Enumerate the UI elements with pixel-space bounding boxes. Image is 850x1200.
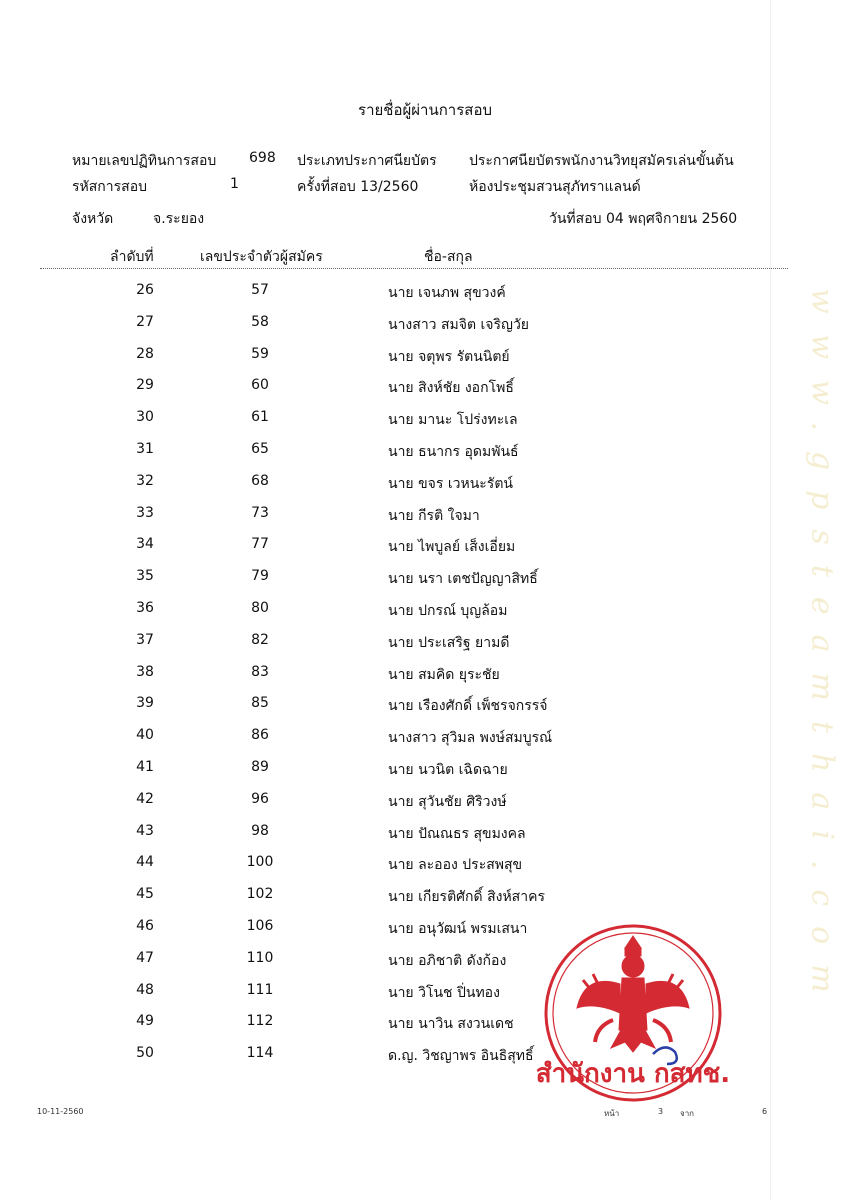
applicant-id: 77	[251, 536, 269, 553]
table-row	[0, 441, 850, 473]
row-number: 32	[136, 472, 154, 489]
total-pages: 6	[762, 1107, 768, 1116]
table-row	[0, 600, 850, 632]
applicant-name: นางสาว สุวิมล พงษ์สมบูรณ์	[388, 730, 553, 747]
applicant-name: นาย สิงห์ชัย งอกโพธิ์	[388, 380, 514, 397]
table-row	[0, 632, 850, 664]
applicant-name: นาย วิโนช ปิ่นทอง	[388, 984, 500, 1001]
row-number: 36	[136, 600, 154, 616]
applicant-id: 96	[251, 790, 269, 807]
table-row	[0, 473, 850, 505]
applicant-name: นาย ละออง ประสพสุข	[388, 857, 523, 874]
applicant-id: 100	[246, 854, 274, 871]
row-number: 50	[136, 1045, 154, 1062]
exam-code-label: รหัสการสอบ	[72, 179, 147, 195]
venue: ห้องประชุมสวนสุภัทราแลนด์	[469, 179, 641, 195]
applicant-name: นาย ปัณณธร สุขมงคล	[388, 825, 526, 842]
applicant-id: 57	[251, 282, 269, 298]
exam-round: ครั้งที่สอบ 13/2560	[297, 179, 419, 195]
table-row	[0, 823, 850, 855]
row-number: 47	[136, 949, 154, 966]
row-number: 46	[136, 918, 154, 934]
table-row	[0, 791, 850, 823]
applicant-id: 80	[251, 600, 269, 616]
applicant-name: นาย สมคิด ยุระชัย	[388, 666, 500, 683]
row-number: 41	[136, 759, 154, 775]
applicant-id: 114	[246, 1045, 274, 1062]
header-divider	[40, 268, 788, 269]
row-number: 45	[136, 886, 154, 903]
applicant-name: นาย จตุพร รัตนนิตย์	[388, 348, 510, 365]
applicant-name: นาย ปกรณ์ บุญล้อม	[388, 603, 508, 619]
applicant-name: นาย ธนากร อุดมพันธ์	[388, 444, 519, 460]
column-header-applicant-id: เลขประจำตัวผู้สมัคร	[200, 249, 323, 265]
table-row	[0, 536, 850, 568]
table-row	[0, 346, 850, 378]
row-number: 42	[136, 790, 154, 807]
applicant-name: นางสาว สมจิต เจริญวัย	[388, 316, 530, 333]
applicant-name: นาย ขจร เวหนะรัตน์	[388, 475, 513, 492]
applicant-id: 65	[251, 441, 269, 457]
column-header-no: ลำดับที่	[110, 249, 154, 265]
applicant-id: 60	[251, 377, 269, 394]
applicant-id: 61	[251, 409, 269, 426]
applicant-id: 68	[251, 472, 269, 489]
cert-name: ประกาศนียบัตรพนักงานวิทยุสมัครเล่นขั้นต้น	[469, 153, 734, 169]
table-row	[0, 695, 850, 727]
applicant-id: 89	[251, 759, 269, 775]
table-row	[0, 759, 850, 791]
exam-calendar-label: หมายเลขปฏิทินการสอบ	[72, 153, 217, 169]
applicant-name: นาย กีรติ ใจมา	[388, 507, 480, 524]
row-number: 38	[136, 663, 154, 680]
table-row	[0, 314, 850, 346]
row-number: 30	[136, 409, 154, 426]
page-label: หน้า	[604, 1109, 620, 1118]
applicant-name: นาย อนุวัฒน์ พรมเสนา	[388, 921, 528, 937]
row-number: 34	[136, 536, 154, 553]
province-value: จ.ระยอง	[153, 211, 205, 227]
table-row	[0, 664, 850, 696]
row-number: 29	[136, 377, 154, 394]
row-number: 37	[136, 631, 154, 648]
applicant-id: 111	[246, 981, 274, 998]
row-number: 44	[136, 854, 154, 871]
row-number: 26	[136, 282, 154, 298]
applicant-name: นาย สุวันชัย ศิริวงษ์	[388, 793, 507, 810]
row-number: 35	[136, 568, 154, 585]
applicant-name: นาย นาวิน สงวนเดช	[388, 1016, 514, 1033]
seal-text: สำนักงาน กสทช.	[535, 1059, 731, 1089]
applicant-id: 82	[251, 631, 269, 648]
print-date: 10-11-2560	[37, 1107, 84, 1116]
page-number: 3	[658, 1107, 664, 1116]
applicant-id: 83	[251, 663, 269, 680]
applicant-name: ด.ญ. วิชญาพร อินธิสุทธิ์	[388, 1048, 534, 1065]
applicant-id: 110	[246, 949, 274, 966]
column-header-name: ชื่อ-สกุล	[424, 249, 473, 265]
table-row	[0, 409, 850, 441]
official-seal	[525, 918, 740, 1108]
applicant-name: นาย นรา เตชปัญญาสิทธิ์	[388, 571, 538, 588]
table-row	[0, 377, 850, 409]
row-number: 49	[136, 1013, 154, 1030]
row-number: 43	[136, 822, 154, 839]
applicant-name: นาย มานะ โปร่งทะเล	[388, 412, 518, 429]
applicant-id: 86	[251, 727, 269, 744]
exam-calendar-value: 698	[249, 150, 276, 166]
table-row	[0, 727, 850, 759]
cert-type-label: ประเภทประกาศนียบัตร	[297, 153, 437, 169]
row-number: 27	[136, 313, 154, 330]
applicant-name: นาย นวนิต เฉิดฉาย	[388, 762, 508, 778]
applicant-name: นาย อภิชาติ ดังก้อง	[388, 952, 507, 969]
of-label: จาก	[680, 1109, 695, 1118]
applicant-id: 59	[251, 345, 269, 362]
applicant-name: นาย เจนภพ สุขวงค์	[388, 285, 506, 301]
applicant-name: นาย ไพบูลย์ เส็งเอี่ยม	[388, 539, 516, 556]
applicant-id: 58	[251, 313, 269, 330]
row-number: 33	[136, 504, 154, 521]
row-number: 28	[136, 345, 154, 362]
applicant-id: 85	[251, 695, 269, 712]
table-row	[0, 282, 850, 314]
website-watermark: www.gpsteamthai.com	[804, 287, 840, 1013]
table-row	[0, 505, 850, 537]
applicant-id: 112	[246, 1013, 274, 1030]
row-number: 48	[136, 981, 154, 998]
table-row	[0, 568, 850, 600]
applicant-id: 98	[251, 822, 269, 839]
applicant-name: นาย เรืองศักดิ์ เพ็ชรจกรรจ์	[388, 698, 548, 715]
applicant-id: 79	[251, 568, 269, 585]
applicant-id: 102	[246, 886, 274, 903]
applicant-name: นาย ประเสริฐ ยามดี	[388, 634, 510, 651]
applicant-name: นาย เกียรติศักดิ์ สิงห์สาคร	[388, 889, 545, 906]
document-title: รายชื่อผู้ผ่านการสอบ	[358, 101, 492, 119]
exam-code-value: 1	[230, 176, 239, 192]
garuda-emblem-icon	[577, 936, 689, 1052]
row-number: 40	[136, 727, 154, 744]
applicant-id: 106	[246, 918, 274, 934]
table-row	[0, 886, 850, 918]
row-number: 39	[136, 695, 154, 712]
table-row	[0, 854, 850, 886]
applicant-id: 73	[251, 504, 269, 521]
exam-date: วันที่สอบ 04 พฤศจิกายน 2560	[549, 211, 738, 227]
province-label: จังหวัด	[72, 211, 114, 227]
row-number: 31	[136, 441, 154, 457]
